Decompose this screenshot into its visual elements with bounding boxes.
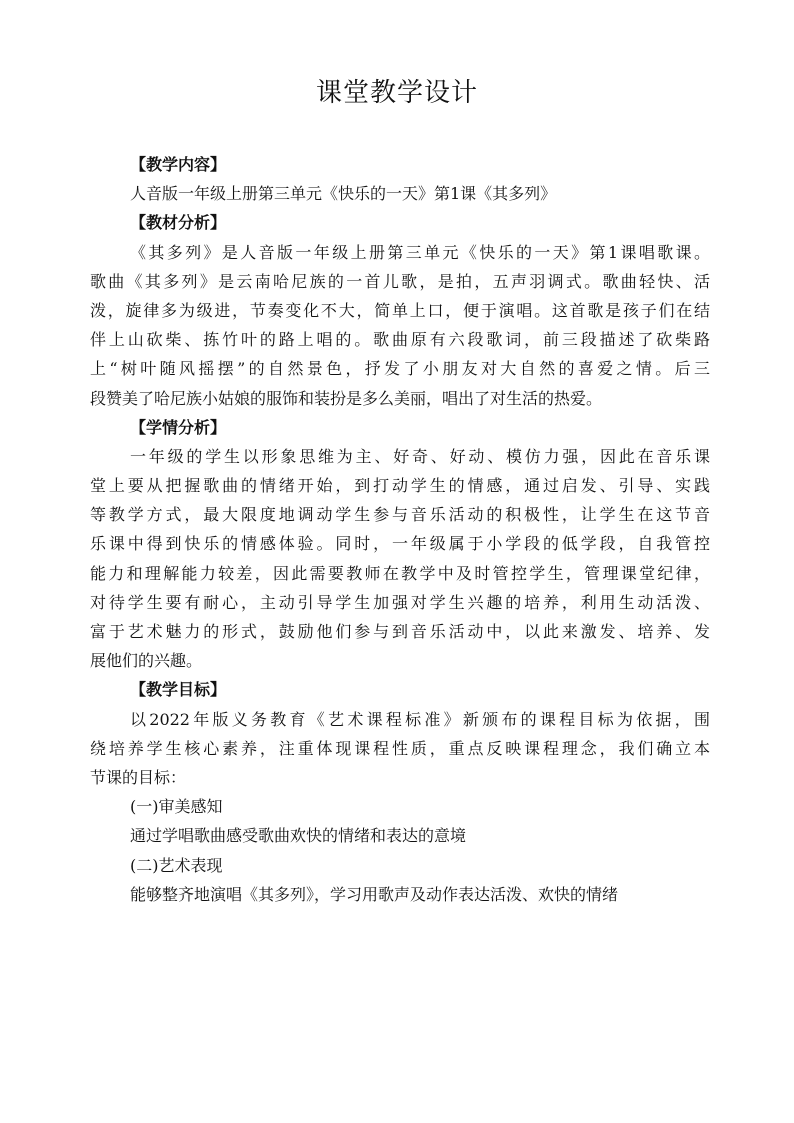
paragraph-line: 人音版一年级上册第三单元《快乐的一天》第1课《其多列》 — [130, 184, 557, 204]
paragraph-line: 对待学生要有耐心，主动引导学生加强对学生兴趣的培养，利用生动活泼、 — [90, 592, 710, 612]
subheading-aesthetic: (一)审美感知 — [130, 797, 223, 817]
paragraph-line: 上“树叶随风摇摆”的自然景色，抒发了小朋友对大自然的喜爱之情。后三 — [90, 359, 710, 379]
document-body — [90, 150, 710, 909]
subheading-performance: (二)艺术表现 — [130, 855, 223, 875]
paragraph-line: 展他们的兴趣。 — [90, 651, 203, 671]
paragraph-line: 堂上要从把握歌曲的情绪开始，到打动学生的情感，通过启发、引导、实践 — [90, 476, 710, 496]
paragraph-line: 以2022年版义务教育《艺术课程标准》新颁布的课程目标为依据，围 — [130, 709, 710, 729]
page-title: 课堂教学设计 — [315, 78, 478, 108]
paragraph-line: 能力和理解能力较差，因此需要教师在教学中及时管控学生，管理课堂纪律， — [90, 563, 710, 583]
section-heading-textbook: 【教材分析】 — [130, 213, 227, 233]
paragraph-line: 等教学方式，最大限度地调动学生参与音乐活动的积极性，让学生在这节音 — [90, 505, 710, 525]
paragraph-line: 能够整齐地演唱《其多列》，学习用歌声及动作表达活泼、欢快的情绪 — [130, 884, 619, 904]
paragraph-line: 泼，旋律多为级进，节奏变化不大，简单上口，便于演唱。这首歌是孩子们在结 — [90, 300, 710, 320]
paragraph-line: 一年级的学生以形象思维为主、好奇、好动、模仿力强，因此在音乐课 — [130, 446, 710, 466]
section-heading-content: 【教学内容】 — [130, 155, 227, 174]
paragraph-line: 通过学唱歌曲感受歌曲欢快的情绪和表达的意境 — [130, 826, 467, 846]
paragraph-line: 歌曲《其多列》是云南哈尼族的一首儿歌，是拍，五声羽调式。歌曲轻快、活 — [90, 271, 710, 291]
paragraph-line: 乐课中得到快乐的情感体验。同时，一年级属于小学段的低学段，自我管控 — [90, 534, 710, 554]
paragraph-line: 节课的目标： — [90, 767, 187, 787]
paragraph-line: 绕培养学生核心素养，注重体现课程性质，重点反映课程理念，我们确立本 — [90, 738, 710, 758]
section-heading-students: 【学情分析】 — [130, 417, 227, 437]
paragraph-line: 《其多列》是人音版一年级上册第三单元《快乐的一天》第1课唱歌课。 — [130, 242, 710, 262]
paragraph-line: 富于艺术魅力的形式，鼓励他们参与到音乐活动中，以此来激发、培养、发 — [90, 622, 710, 641]
paragraph-line: 伴上山砍柴、拣竹叶的路上唱的。歌曲原有六段歌词，前三段描述了砍柴路 — [90, 330, 710, 350]
section-heading-goals: 【教学目标】 — [130, 680, 227, 700]
paragraph-line: 段赞美了哈尼族小姑娘的服饰和装扮是多么美丽，唱出了对生活的热爱。 — [90, 388, 603, 408]
